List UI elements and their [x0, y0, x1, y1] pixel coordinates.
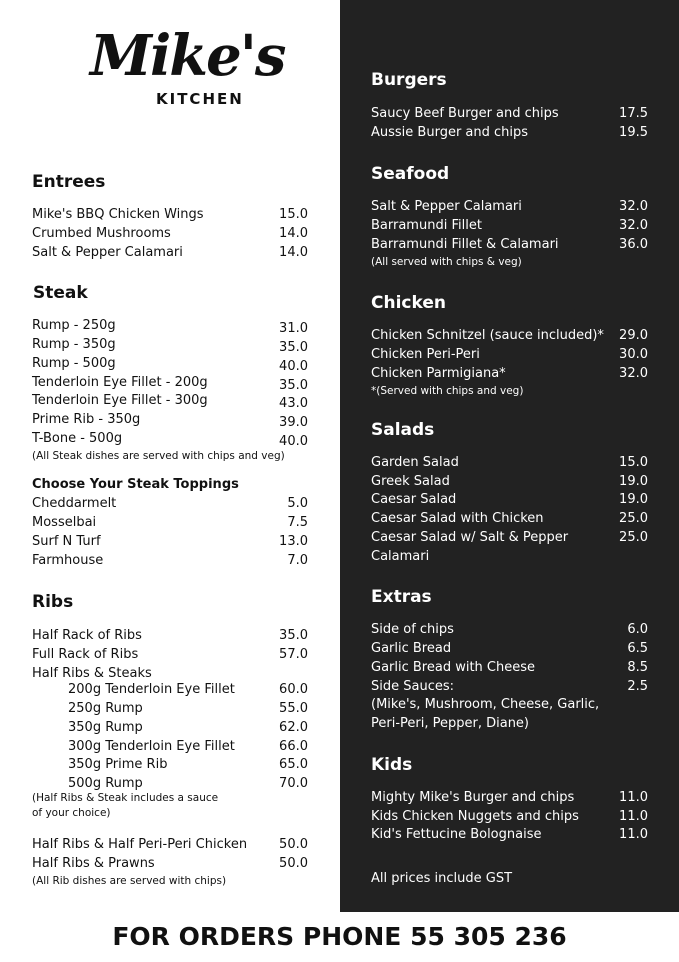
- item-price: 25.0: [619, 511, 648, 526]
- item-price: 32.0: [619, 199, 648, 214]
- item-name: Garlic Bread: [371, 641, 452, 656]
- item-name: Half Rack of Ribs: [32, 628, 142, 643]
- item-price: 17.5: [619, 106, 648, 121]
- item-price: 40.0: [279, 359, 308, 374]
- item-price: 25.0: [619, 530, 648, 545]
- item-name: 250g Rump: [68, 701, 143, 716]
- kids-heading: Kids: [371, 755, 413, 775]
- item-price: 14.0: [279, 226, 308, 241]
- item-name: Side Sauces:: [371, 679, 455, 694]
- item-price: 15.0: [279, 207, 308, 222]
- chicken-note: *(Served with chips and veg): [371, 385, 524, 397]
- item-price: 7.5: [287, 515, 308, 530]
- ribs-group-note: of your choice): [32, 807, 111, 819]
- item-price: 50.0: [279, 856, 308, 871]
- ribs-heading: Ribs: [32, 592, 74, 612]
- entrees-heading: Entrees: [32, 172, 106, 192]
- item-name: Caesar Salad: [371, 492, 457, 507]
- item-name: Rump - 350g: [32, 337, 116, 352]
- item-price: 32.0: [619, 218, 648, 233]
- item-name: Barramundi Fillet: [371, 218, 482, 233]
- item-name: 350g Prime Rib: [68, 757, 168, 772]
- item-price: 50.0: [279, 837, 308, 852]
- item-name: Salt & Pepper Calamari: [371, 199, 522, 214]
- item-name: Tenderloin Eye Fillet - 200g: [32, 375, 208, 390]
- item-price: 11.0: [619, 790, 648, 805]
- logo-subtitle: KITCHEN: [156, 90, 244, 108]
- item-name: Mike's BBQ Chicken Wings: [32, 207, 204, 222]
- item-price: 5.0: [287, 496, 308, 511]
- item-name: 300g Tenderloin Eye Fillet: [68, 739, 235, 754]
- burgers-heading: Burgers: [371, 70, 447, 90]
- item-name: Garden Salad: [371, 455, 459, 470]
- item-price: 55.0: [279, 701, 308, 716]
- item-price: 30.0: [619, 347, 648, 362]
- item-price: 35.0: [279, 378, 308, 393]
- item-price: 7.0: [287, 553, 308, 568]
- chicken-heading: Chicken: [371, 293, 446, 313]
- extras-heading: Extras: [371, 587, 432, 607]
- logo-script-text: Mike's: [90, 23, 285, 89]
- ribs-note: (All Rib dishes are served with chips): [32, 875, 227, 887]
- item-name-continued: Calamari: [371, 549, 430, 564]
- item-price: 60.0: [279, 682, 308, 697]
- ribs-group-note: (Half Ribs & Steak includes a sauce: [32, 792, 219, 804]
- item-name: 500g Rump: [68, 776, 143, 791]
- item-name: Rump - 250g: [32, 318, 116, 333]
- item-price: 13.0: [279, 534, 308, 549]
- item-name: Farmhouse: [32, 553, 104, 568]
- item-name: Crumbed Mushrooms: [32, 226, 171, 241]
- right-column: [340, 0, 679, 912]
- item-name: Salt & Pepper Calamari: [32, 245, 183, 260]
- item-price: 43.0: [279, 396, 308, 411]
- item-name: Surf N Turf: [32, 534, 101, 549]
- item-name: Mighty Mike's Burger and chips: [371, 790, 575, 805]
- item-price: 57.0: [279, 647, 308, 662]
- item-name: Kids Chicken Nuggets and chips: [371, 809, 579, 824]
- item-price: 29.0: [619, 328, 648, 343]
- item-name: Barramundi Fillet & Calamari: [371, 237, 559, 252]
- item-price: 70.0: [279, 776, 308, 791]
- item-price: 6.5: [627, 641, 648, 656]
- toppings-heading: Choose Your Steak Toppings: [32, 477, 239, 492]
- item-name: Aussie Burger and chips: [371, 125, 529, 140]
- item-name: Caesar Salad w/ Salt & Pepper: [371, 530, 569, 545]
- item-name: Mosselbai: [32, 515, 97, 530]
- item-name: Chicken Peri-Peri: [371, 347, 480, 362]
- item-name: Caesar Salad with Chicken: [371, 511, 544, 526]
- item-price: 15.0: [619, 455, 648, 470]
- item-price: 11.0: [619, 827, 648, 842]
- item-name: Chicken Parmigiana*: [371, 366, 506, 381]
- sauces-list: Peri-Peri, Pepper, Diane): [371, 716, 529, 731]
- salads-heading: Salads: [371, 420, 435, 440]
- gst-note: All prices include GST: [371, 871, 513, 886]
- sauces-list: (Mike's, Mushroom, Cheese, Garlic,: [371, 697, 600, 712]
- steak-heading: Steak: [33, 283, 88, 303]
- item-price: 62.0: [279, 720, 308, 735]
- item-name: Full Rack of Ribs: [32, 647, 139, 662]
- item-name: Cheddarmelt: [32, 496, 117, 511]
- item-price: 39.0: [279, 415, 308, 430]
- item-price: 36.0: [619, 237, 648, 252]
- item-name: Side of chips: [371, 622, 454, 637]
- item-price: 19.0: [619, 492, 648, 507]
- seafood-heading: Seafood: [371, 164, 450, 184]
- steak-note: (All Steak dishes are served with chips and veg): [32, 450, 285, 462]
- item-name: Tenderloin Eye Fillet - 300g: [32, 393, 208, 408]
- item-name: 200g Tenderloin Eye Fillet: [68, 682, 235, 697]
- item-price: 6.0: [627, 622, 648, 637]
- item-name: Garlic Bread with Cheese: [371, 660, 536, 675]
- item-price: 32.0: [619, 366, 648, 381]
- item-name: Greek Salad: [371, 474, 450, 489]
- left-column: [0, 0, 340, 912]
- item-name: Chicken Schnitzel (sauce included)*: [371, 328, 604, 343]
- item-price: 31.0: [279, 321, 308, 336]
- item-price: 2.5: [627, 679, 648, 694]
- item-name: Half Ribs & Half Peri-Peri Chicken: [32, 837, 248, 852]
- item-name: Rump - 500g: [32, 356, 116, 371]
- orders-phone-banner: FOR ORDERS PHONE 55 305 236: [0, 912, 679, 960]
- item-price: 11.0: [619, 809, 648, 824]
- item-name: Half Ribs & Prawns: [32, 856, 155, 871]
- item-price: 19.0: [619, 474, 648, 489]
- seafood-note: (All served with chips & veg): [371, 256, 522, 268]
- item-name: 350g Rump: [68, 720, 143, 735]
- item-price: 14.0: [279, 245, 308, 260]
- item-price: 19.5: [619, 125, 648, 140]
- item-price: 8.5: [627, 660, 648, 675]
- item-price: 35.0: [279, 628, 308, 643]
- item-price: 35.0: [279, 340, 308, 355]
- item-price: 40.0: [279, 434, 308, 449]
- item-name: Prime Rib - 350g: [32, 412, 141, 427]
- group-label-text: Half Ribs & Steaks: [32, 666, 152, 681]
- item-price: 65.0: [279, 757, 308, 772]
- item-price: 66.0: [279, 739, 308, 754]
- item-name: Kid's Fettucine Bolognaise: [371, 827, 542, 842]
- item-name: Saucy Beef Burger and chips: [371, 106, 559, 121]
- item-name: T-Bone - 500g: [32, 431, 123, 446]
- mikes-kitchen-logo: [90, 23, 285, 114]
